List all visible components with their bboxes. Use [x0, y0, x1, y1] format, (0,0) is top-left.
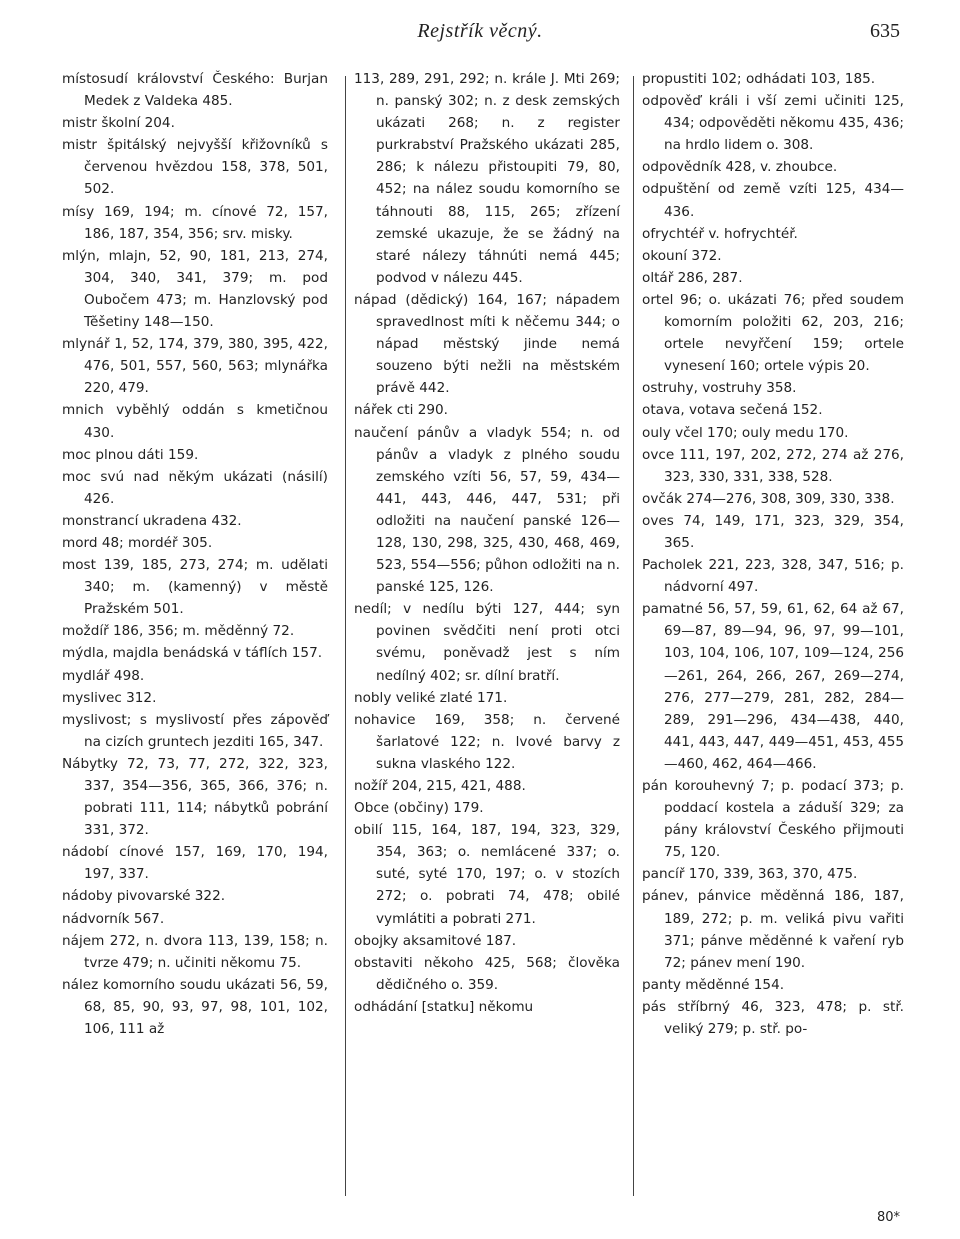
index-entry: místosudí království Českého: Burjan Medek z Valdeka 485.	[62, 71, 328, 110]
index-entry: Obce (občiny) 179.	[354, 800, 484, 817]
index-entry: obstaviti někoho 425, 568; člověka dědičného o. 359.	[354, 954, 620, 993]
index-entry: monstrancí ukradena 432.	[62, 512, 242, 529]
index-entry: moc svú nad někým ukázati (násilí) 426.	[62, 468, 328, 507]
index-entry: odpovědník 428, v. zhoubce.	[642, 159, 838, 176]
index-entry: mydlář 498.	[62, 667, 145, 684]
index-entry: oltář 286, 287.	[642, 269, 743, 286]
signature-mark: 80*	[876, 1210, 900, 1225]
index-entry: pamatné 56, 57, 59, 61, 62, 64 až 67, 69—87, 89—94, 96, 97, 99—101, 103, 104, 106, 107, 109—124, 256—261, 264, 266, 267, 269—274, 276, 277—279, 281, 282, 284—289, 291—296, 434—438, 440, 441, 443, 447, 449—451, 453, 455—460, 462, 464—466.	[642, 601, 904, 772]
index-entry: ovce 111, 197, 202, 272, 274 až 276, 323, 330, 331, 338, 528.	[642, 446, 904, 485]
index-entry: nožíř 204, 215, 421, 488.	[354, 778, 526, 794]
index-entry: pás stříbrný 46, 323, 478; p. stř. veliký 279; p. stř. po-	[642, 998, 904, 1038]
index-entry: most 139, 185, 273, 274; m. udělati 340; m. (kamenný) v městě Pražském 501.	[62, 557, 328, 618]
index-entry: ofrychtéř v. hofrychtéř.	[642, 225, 798, 242]
index-entry: pánev, pánvice měděnná 186, 187, 189, 272; p. m. veliká pivu vařiti 371; pánve měděnné k vaření ryb 72; pánev mení 190.	[642, 888, 904, 971]
running-title: Rejstřík věcný.	[417, 20, 543, 42]
index-entry: obilí 115, 164, 187, 194, 323, 329, 354, 363; o. nemlácené 337; o. suté, syté 170, 197; o. v stozích 272; o. pobrati 74, 478; obilé vymlátiti a pobrati 271.	[354, 822, 620, 927]
index-entry: mistr školní 204.	[62, 115, 175, 132]
index-entry: moc plnou dáti 159.	[62, 446, 199, 463]
column-rule	[633, 76, 634, 1196]
index-entry: nohavice 169, 358; n. červené šarlatové 122; n. lvové barvy z sukna vlaského 122.	[354, 711, 620, 772]
index-entry: mistr špitálský nejvyšší křižovníků s červenou hvězdou 158, 378, 501, 502.	[62, 137, 328, 198]
index-entry: moždíř 186, 356; m. měděnný 72.	[62, 623, 295, 640]
index-entry: mlýn, mlajn, 52, 90, 181, 213, 274, 304, 340, 341, 379; m. pod Oubočem 473; m. Hanzlovský pod Těšetiny 148—150.	[62, 247, 328, 331]
index-entry: odpověď králi i vší zemi učiniti 125, 434; odpověděti někomu 435, 436; na hrdlo lidem o. 308.	[642, 93, 904, 154]
index-entry: odpuštění od země vzíti 125, 434—436.	[642, 181, 904, 220]
index-entry: nedíl; v nedílu býti 127, 444; syn povinen svědčiti není proti otci svému, poněvadž jest s ním nedílný 402; sr. dílní bratří.	[354, 601, 620, 684]
index-entry: ortel 96; o. ukázati 76; před soudem komorním položiti 62, 203, 216; ortele nevyřčení 159; ortele vynesení 160; ortele výpis 20.	[642, 291, 904, 375]
index-entry: otava, votava sečená 152.	[642, 402, 823, 419]
index-column-3	[642, 68, 904, 1198]
index-entry: nádobí cínové 157, 169, 170, 194, 197, 337.	[62, 844, 328, 883]
index-entry: nádvorník 567.	[62, 910, 165, 927]
index-entry: mnich vyběhlý oddán s kmetičnou 430.	[62, 402, 328, 441]
index-entry: 113, 289, 291, 292; n. krále J. Mti 269; n. panský 302; n. z desk zemských ukázati 268; n. z register purkrabství Pražského ukázati 285, 286; k nálezu přistoupiti 79, 80, 452; na nález soudu komorního se táhnouti 88, 115, 265; zřízení zemské ukazuje, že se žádný na staré nálezy táhnúti nemá 445; podvod v nálezu 445.	[354, 71, 620, 286]
index-column-2	[354, 68, 620, 1198]
index-entry: ouly včel 170; ouly medu 170.	[642, 424, 849, 441]
index-entry: propustiti 102; odhádati 103, 185.	[642, 71, 876, 87]
index-entry: oves 74, 149, 171, 323, 329, 354, 365.	[642, 512, 904, 551]
index-entry: nářek cti 290.	[354, 402, 448, 419]
index-entry: obojky aksamitové 187.	[354, 932, 517, 949]
index-entry: odhádání [statku] někomu	[354, 998, 534, 1015]
index-entry: nádoby pivovarské 322.	[62, 888, 226, 905]
index-entry: okouní 372.	[642, 247, 722, 264]
index-entry: Pacholek 221, 223, 328, 347, 516; p. nádvorní 497.	[642, 557, 904, 596]
index-entry: mord 48; mordéř 305.	[62, 534, 213, 551]
index-entry: mlynář 1, 52, 174, 379, 380, 395, 422, 476, 501, 557, 560, 563; mlynářka 220, 479.	[62, 336, 328, 397]
column-rule	[345, 76, 346, 1196]
index-entry: nápad (dědický) 164, 167; nápadem spravedlnost míti k něčemu 344; o nápad městský jinde nemá souzeno býti nežli na městském právě 442.	[354, 291, 620, 397]
index-entry: nález komorního soudu ukázati 56, 59, 68, 85, 90, 93, 97, 98, 101, 102, 106, 111 až	[62, 976, 328, 1038]
index-entry: nobly veliké zlaté 171.	[354, 689, 508, 706]
index-entry: pancíř 170, 339, 363, 370, 475.	[642, 866, 858, 883]
page-header	[0, 18, 960, 52]
index-entry: Nábytky 72, 73, 77, 272, 322, 323, 337, 354—356, 365, 366, 376; n. pobrati 111, 114; nábytků pobrání 331, 372.	[62, 755, 328, 839]
index-entry: mísy 169, 194; m. cínové 72, 157, 186, 187, 354, 356; srv. misky.	[62, 203, 328, 242]
index-columns	[62, 68, 904, 1198]
index-column-1	[62, 68, 328, 1198]
index-entry: mýdla, majdla benádská v táflích 157.	[62, 645, 323, 662]
index-entry: myslivost; s myslivostí přes zápověď na cizích gruntech jezditi 165, 347.	[62, 711, 328, 750]
index-entry: naučení pánův a vladyk 554; n. od pánův a vladyk z plného soudu zemského vzíti 56, 57, 59, 434—441, 443, 446, 447, 531; při odložiti na naučení panské 126—128, 130, 298, 325, 430, 468, 469, 523, 554—556; půhon odložiti na n. panské 125, 126.	[354, 424, 620, 596]
index-entry: nájem 272, n. dvora 113, 139, 158; n. tvrze 479; n. učiniti někomu 75.	[62, 932, 328, 971]
index-entry: ostruhy, vostruhy 358.	[642, 380, 797, 397]
index-entry: pán korouhevný 7; p. podací 373; p. poddací kostela a záduší 329; za pány království Českého přijmouti 75, 120.	[642, 778, 904, 861]
index-entry: ovčák 274—276, 308, 309, 330, 338.	[642, 490, 895, 507]
index-entry: myslivec 312.	[62, 689, 157, 706]
index-entry: panty měděnné 154.	[642, 976, 785, 993]
page-number: 635	[870, 20, 900, 42]
